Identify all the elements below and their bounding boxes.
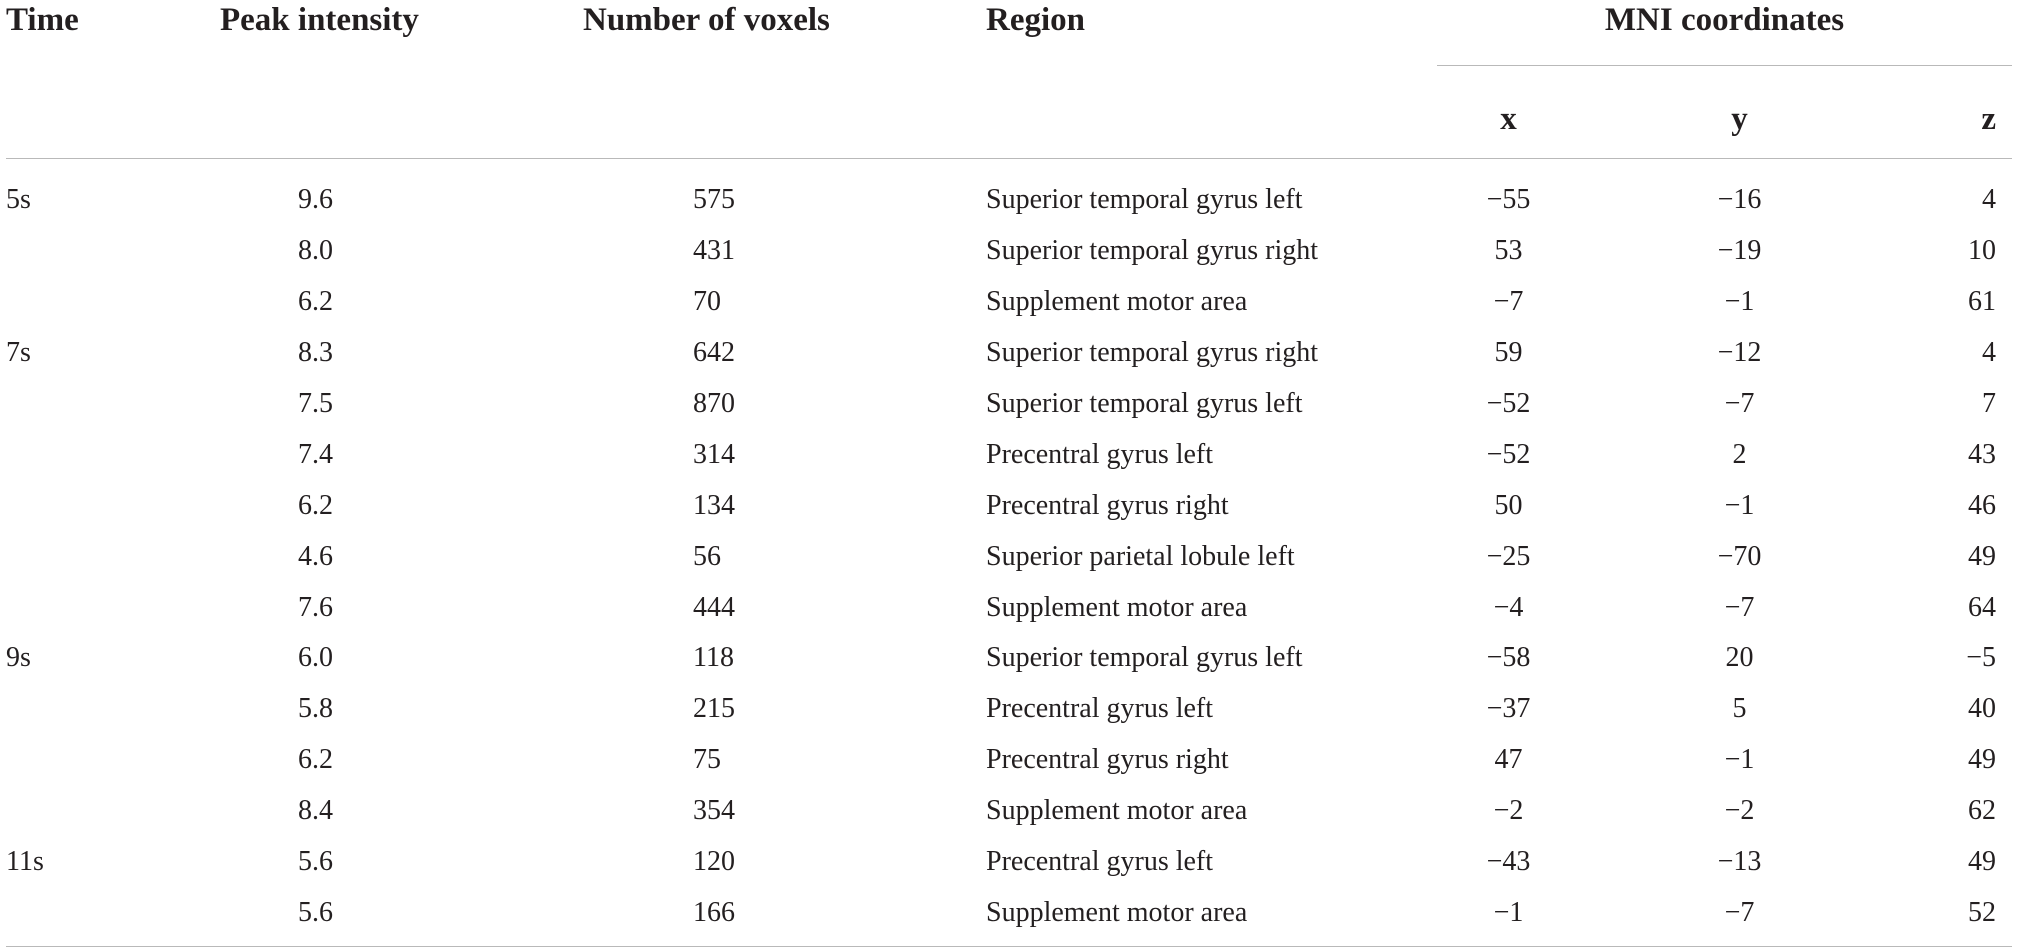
table-header [6, 0, 2012, 159]
table-row [6, 633, 2012, 684]
table-body [6, 159, 2012, 947]
cell-number-of-voxels: 134 [693, 489, 735, 521]
cell-y: −7 [1724, 388, 1755, 419]
header-row-primary [6, 0, 2012, 66]
cell-region: Precentral gyrus left [986, 846, 1214, 878]
cell-z: 46 [1968, 489, 1997, 521]
cell-x: −2 [1493, 795, 1524, 827]
cell-z: −5 [1966, 642, 1997, 674]
cell-time [6, 735, 165, 786]
cell-time [6, 226, 165, 277]
cell-time: 11s [6, 846, 44, 878]
cell-region: Supplement motor area [986, 286, 1248, 318]
table-row [6, 684, 2012, 735]
cell-region: Precentral gyrus left [986, 438, 1214, 470]
cell-z: 61 [1968, 286, 1997, 318]
header-x: x [1500, 100, 1517, 137]
cell-x: −52 [1486, 388, 1531, 419]
table-row [6, 735, 2012, 786]
table-row [6, 531, 2012, 582]
header-y: y [1731, 100, 1748, 137]
cell-peak-intensity: 6.2 [298, 286, 333, 318]
cell-time [6, 684, 165, 735]
cell-z: 62 [1968, 795, 1997, 827]
cell-number-of-voxels: 215 [693, 693, 735, 725]
cell-z: 7 [1982, 388, 1997, 419]
cell-number-of-voxels: 314 [693, 438, 735, 470]
cell-peak-intensity: 8.0 [298, 235, 333, 267]
cell-time [6, 429, 165, 480]
cell-number-of-voxels: 118 [693, 642, 734, 674]
cell-x: −4 [1493, 591, 1524, 623]
cell-y: −2 [1724, 795, 1755, 827]
cell-time [6, 531, 165, 582]
cell-region: Precentral gyrus left [986, 693, 1214, 725]
cell-y: 2 [1732, 438, 1747, 470]
table-row [6, 786, 2012, 837]
cell-region: Supplement motor area [982, 887, 1437, 946]
cell-x: −55 [1486, 184, 1531, 216]
cell-region: Superior temporal gyrus left [986, 184, 1303, 216]
cell-time [6, 786, 165, 837]
cell-peak-intensity: 8.3 [298, 337, 333, 369]
header-peak-intensity: Peak intensity [220, 2, 419, 38]
cell-y: −16 [1717, 184, 1762, 216]
table-row [6, 582, 2012, 633]
cell-y: −7 [1724, 591, 1755, 623]
cell-x: −1 [1437, 887, 1580, 946]
table-row [6, 226, 2012, 277]
cell-time [6, 277, 165, 328]
cell-region: Supplement motor area [986, 591, 1248, 623]
cell-peak-intensity: 6.2 [298, 744, 333, 776]
cell-peak-intensity: 6.2 [298, 489, 333, 521]
cell-x: 50 [1494, 489, 1523, 521]
table-row [6, 379, 2012, 430]
cell-peak-intensity: 7.4 [298, 438, 333, 470]
cell-x: −58 [1486, 642, 1531, 674]
cell-z: 49 [1968, 846, 1997, 878]
table-row [6, 159, 2012, 226]
cell-z: 4 [1982, 184, 1997, 216]
cell-peak-intensity: 7.6 [298, 591, 333, 623]
header-number-of-voxels: Number of voxels [583, 2, 830, 38]
header-z: z [1981, 100, 1997, 137]
cell-z: 4 [1982, 337, 1997, 369]
cell-number-of-voxels: 120 [693, 846, 735, 878]
cell-time: 9s [6, 642, 31, 674]
cell-x: −7 [1493, 286, 1524, 318]
cell-peak-intensity: 5.8 [298, 693, 333, 725]
cell-region: Superior temporal gyrus left [986, 642, 1303, 674]
cell-number-of-voxels: 354 [693, 795, 735, 827]
cell-z: 40 [1968, 693, 1997, 725]
cell-y: −1 [1724, 744, 1755, 776]
cell-y: −19 [1717, 235, 1762, 267]
cell-number-of-voxels: 870 [693, 388, 735, 419]
cell-z: 43 [1968, 438, 1997, 470]
cell-time [6, 582, 165, 633]
table-row [6, 328, 2012, 379]
cell-x: −37 [1486, 693, 1531, 725]
cell-y: 20 [1725, 642, 1754, 674]
cell-y: −1 [1724, 489, 1755, 521]
cell-time [6, 480, 165, 531]
cell-time [6, 379, 165, 430]
cell-y: −70 [1717, 540, 1762, 572]
header-time: Time [6, 2, 79, 38]
cell-y: 5 [1732, 693, 1747, 725]
cell-number-of-voxels: 70 [693, 286, 721, 318]
cell-number-of-voxels: 444 [693, 591, 735, 623]
cell-z: 49 [1968, 744, 1997, 776]
cell-number-of-voxels: 575 [693, 184, 735, 216]
cell-peak-intensity: 8.4 [298, 795, 333, 827]
cell-z: 64 [1968, 591, 1997, 623]
cell-x: −52 [1486, 438, 1531, 470]
cell-time: 5s [6, 184, 31, 216]
cell-peak-intensity: 5.6 [165, 887, 524, 946]
cell-peak-intensity: 7.5 [298, 388, 333, 419]
header-mni-coordinates: MNI coordinates [1437, 0, 2012, 66]
cell-x: 59 [1494, 337, 1523, 369]
results-table [6, 0, 2012, 947]
cell-time [6, 887, 165, 946]
cell-x: 53 [1494, 235, 1523, 267]
cell-peak-intensity: 5.6 [298, 846, 333, 878]
cell-time: 7s [6, 337, 31, 369]
cell-number-of-voxels: 75 [693, 744, 721, 776]
cell-z: 10 [1968, 235, 1997, 267]
cell-x: −25 [1486, 540, 1531, 572]
cell-peak-intensity: 9.6 [298, 184, 333, 216]
table-row [6, 480, 2012, 531]
table-row [6, 837, 2012, 888]
table-row [6, 277, 2012, 328]
cell-region: Superior temporal gyrus right [986, 337, 1319, 369]
cell-region: Superior temporal gyrus left [986, 388, 1303, 419]
cell-number-of-voxels: 642 [693, 337, 735, 369]
cell-number-of-voxels: 431 [693, 235, 735, 267]
cell-x: 47 [1494, 744, 1523, 776]
cell-peak-intensity: 4.6 [298, 540, 333, 572]
table-row [6, 429, 2012, 480]
cell-z: 52 [1887, 887, 2012, 946]
cell-y: −13 [1717, 846, 1762, 878]
cell-z: 49 [1968, 540, 1997, 572]
cell-y: −7 [1580, 887, 1887, 946]
cell-y: −1 [1724, 286, 1755, 318]
cell-y: −12 [1717, 337, 1762, 369]
cell-peak-intensity: 6.0 [298, 642, 333, 674]
cell-number-of-voxels: 56 [693, 540, 721, 572]
cell-region: Superior temporal gyrus right [986, 235, 1319, 267]
cell-x: −43 [1486, 846, 1531, 878]
cell-region: Precentral gyrus right [986, 489, 1229, 521]
table-row [6, 887, 2012, 946]
cell-region: Precentral gyrus right [986, 744, 1229, 776]
cell-region: Supplement motor area [986, 795, 1248, 827]
cell-region: Superior parietal lobule left [986, 540, 1295, 572]
header-region: Region [986, 2, 1085, 38]
cell-number-of-voxels: 166 [524, 887, 982, 946]
